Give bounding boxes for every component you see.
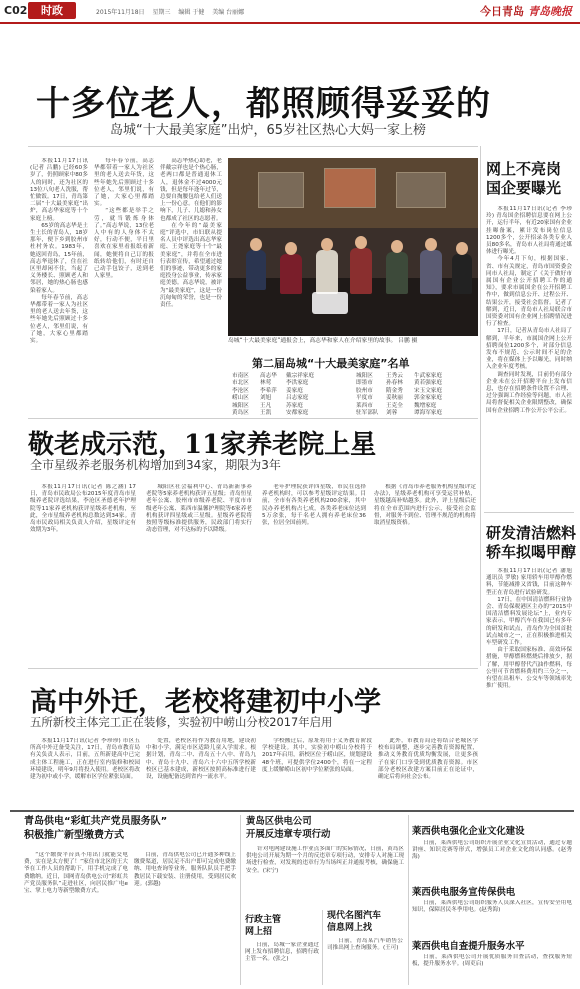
list-cell: 刘旭 (260, 395, 272, 402)
list-cell: 苏家庭 (286, 402, 303, 409)
list-cell: 姜家庭 (286, 387, 303, 394)
b4-body (245, 942, 319, 984)
story1-col1 (30, 158, 88, 416)
divider (28, 146, 478, 147)
story1-col2 (94, 158, 154, 416)
paragraph: 此外，市教育局还将结合老城区学校布局调整，逐步完善教育资源配置，推动义务教育优质均衡发展，让更多孩子在家门口享受到优质教育资源。市区部分老校区改建方案目前正在论证中，确定后将向社会公布。 (378, 738, 478, 781)
list-cell: 郭金家家庭 (414, 395, 442, 402)
paragraph: 城阳区社会福利中心、青岛新新事养老院等5家养老机构获评五星级；青岛恒星老年公寓、胶州市市级养老院、平度市市级老年公寓、莱西市温馨护理院等6家养老机构获评四星级或三星级。星级养老院将按照等级标准提供服务，民政部门将实行动态管理，对不达标的予以降级。 (146, 484, 252, 534)
list-cell: 孙春林 (386, 380, 403, 387)
issue-date: 2015年11月18日 (96, 9, 145, 16)
issue-weekday: 星期三 (152, 9, 171, 16)
photo-badge (312, 292, 348, 314)
paragraph: 每年春节前，高志华都带着一家人为社区里的老人送去年货，这些年她先后照顾过十多位老人，邻里们说，有了她，大家心里都踏实。 (94, 158, 154, 208)
rc2-body (486, 568, 572, 804)
list-cell: 黄若强家庭 (414, 380, 442, 387)
list-cell: 平度市 (356, 395, 373, 402)
story3-col3 (262, 738, 372, 808)
issue-meta (96, 7, 250, 16)
paragraph: 日前，岛城一家企业通过网上发布招聘信息，招聘行政主管一名。(张之) (245, 942, 319, 963)
list-cell: 王克全 (386, 402, 403, 409)
list-cell: 王凡 (260, 402, 272, 409)
paragraph: “这个缴费平台真不用出门就能交电费，实在是太方便了！”家住市北区的王大爷在工作人员的帮助下，用手机完成了电费缴纳。近日，国网青岛供电公司“彩虹共产党员服务队”走进社区，向居民推广电e宝、掌上电力等新型缴费方式。 (24, 852, 128, 895)
paragraph: 日前，青岛某汽车销售公司推出网上查询服务。(王可) (327, 938, 403, 952)
divider (484, 512, 574, 513)
b4-headline: 行政主管 网上招 (245, 915, 282, 937)
list-cell: 城阳区 (356, 373, 373, 379)
paragraph: 本报11月17日讯(记者 李珍珍) 市区五所高中外迁备受关注，17日，青岛市教育局有关负责人表示，目前，五所新建高中已完成主体工程施工，正在进行室内装修和校园环境建设，明年9月将投入使用。老校区将改建为初中或小学，缓解市区学位紧张局面。 (30, 738, 140, 781)
story3-col4 (378, 738, 478, 808)
column-rule (240, 815, 241, 985)
paragraph: 学校搬迁后，原址将用于义务教育阶段学校建设。其中，实验初中崂山分校将于2017年启用，新校区位于崂山区，规划建设48个班，可提供学位2400个，将在一定程度上缓解崂山区初中学位紧张的局面。 (262, 738, 372, 773)
story1-subhead: 岛城“十大最美家庭”出炉，65岁社区热心大妈一家上榜 (110, 123, 427, 138)
divider (28, 418, 478, 419)
column-rule (480, 146, 481, 666)
list-cell: 市南区 (232, 373, 249, 379)
paragraph: 本报11月17日讯(记者 陈之涵) 17日，青岛市民政局公布2015年度青岛市星级养老院评选结果，李沧区圣德老年护理院等11家养老机构获评星级养老机构，至此，全市星级养老机构总数达到34家。青岛市民政局相关负责人介绍，星级评定有效期为3年。 (30, 484, 136, 534)
column-rule (322, 910, 323, 985)
b5-body (327, 938, 403, 984)
b7-headline: 莱西供电自查提升服务水平 (412, 941, 525, 952)
list-cell: 牛武家家庭 (414, 373, 442, 379)
list-cell: 莱西市 (356, 402, 373, 409)
paragraph: 每年春节前，高志华都带着一家人为社区里的老人送去年货，这些年她先后照顾过十多位老人，邻里们说，有了她，大家心里都踏实。 (30, 294, 88, 345)
paragraph: 在今年的“最美家庭”评选中，市妇联从提名人员中评选出高志华家庭、王尧家庭等十个“最美家庭”，并将在全市进行表彰宣传，希望通过她们的事迹，带动更多的家庭投身公益事业，传承家庭美德。高志华说，被评为“最美家庭”，这是一份沉甸甸的荣誉，也是一份责任。 (160, 222, 222, 309)
paragraph: 根据《青岛市养老服务机构星级评定办法》，星级养老机构可享受运营补贴，星级越高补贴越多。此外，评上星级后还将在全市范围内进行公示，接受社会监督，对服务不到位、管理不规范的机构将取消星级资格。 (374, 484, 476, 527)
b2-body (246, 846, 404, 906)
b3-body (412, 840, 572, 878)
list-cell: 安都家庭 (286, 410, 309, 417)
story3-headline: 高中外迁，老校将建初中小学 (30, 687, 381, 718)
story1-photo (228, 158, 478, 336)
editor: 编辑 于健 (178, 9, 205, 16)
list-cell: 崂山区 (232, 395, 249, 402)
story3-col2 (146, 738, 256, 808)
rc1-body (486, 206, 572, 506)
list-cell: 驻军部队 (356, 410, 379, 417)
photo-caption: 岛城“十大最美家庭”通报会上，高志华和家人在介绍家里的故事。 吕鹏 摄 (228, 338, 418, 344)
paragraph: 本报11月17日讯(记者 潘旭 通讯员 罗敏) 家用轿车用甲醇作燃料，节能减排又省钱，目前这种车型正在青岛进行试验研发。 (486, 568, 572, 596)
b7-body (412, 954, 572, 984)
list-cell: 城阳区 (232, 402, 249, 409)
list-cell: 刘蓉 (386, 410, 398, 417)
list-cell: 李沧区 (232, 387, 249, 394)
story2-col2 (146, 484, 252, 656)
paragraph: 高志华热心助老，老伴戴宗祥也是个热心肠，老两口都是普通退休工人，退休金不过4000元钱，但是每年逢年过节，总要自掏腰包给老人们送上一份心意。在他们的影响下，儿子、儿媳和孙女也都成了社区的志愿者。 (160, 158, 222, 222)
list-cell: 王秀云 (386, 373, 403, 379)
brand-logo: 青岛晚报 (528, 5, 572, 18)
list-cell: 胶州市 (356, 387, 373, 394)
list-cell: 李洪家庭 (286, 380, 309, 387)
paragraph: 本报11月17日讯(记者 李珍玲) 青岛国企招聘信息要在网上公开，运行半年，有近20家国有企业挂曝备案，累计发布岗位信息1200多个，公开招录各类专业人员80多名，青岛市人社局将通过媒体进行曝光。 (486, 206, 572, 256)
b1-headline: 青岛供电“彩虹共产党员服务队” 积极推广新型缴费方式 (24, 816, 168, 841)
b6-body (412, 900, 572, 932)
list-cell: 姜秋丽 (386, 395, 403, 402)
story2-col4 (374, 484, 476, 656)
paragraph: 17日，记者从青岛市人社局了解到，半年来，市属国企网上公开招聘岗位1200多个，对部分信息发布不规范、公示时间不足的企业，将在媒体上予以曝光，同时纳入企业年度考核。 (486, 328, 572, 371)
paragraph: 老年护理院获评四星级，市民在选择养老机构时，可以参考星级评定结果。目前，全市有各类养老机构200余家，其中民办养老机构占七成，各类养老床位达到5万余张，每千名老人拥有养老床位36张，位居全国前列。 (262, 484, 366, 527)
brand-small: 今日青岛 (480, 5, 524, 18)
b3-headline: 莱西供电强化企业文化建设 (412, 826, 525, 837)
b6-headline: 莱西供电服务宣传保供电 (412, 887, 516, 898)
b5-headline: 现代名图汽车 信息网上找 (327, 911, 382, 933)
paragraph: “这些都是举手之劳，就当锻炼身体了。”高志华说，13位老人中有的人身体不太好，行动不便，平日里喜欢在家里看报纸看新闻，她便将自己订的报纸转给他们，有时还自己动手包饺子，送到老人家里。 (94, 208, 154, 280)
paragraph: 处置，老校区将作为教育用地，建设初中和小学，满足市区适龄儿童入学需求。根据计划，青岛二中、青岛五十八中、青岛九中、青岛十九中、青岛六十六中五所学校新校区已基本建成，新校区按照高标准进行建设，设施配备达到省内一流水平。 (146, 738, 256, 781)
section-tag: 时政 (28, 2, 76, 19)
list-cell: 即墨市 (356, 380, 373, 387)
list-cell: 高志华 (260, 373, 277, 379)
story2-col3 (262, 484, 366, 656)
page-number: C02 (4, 4, 28, 17)
paragraph: 今年4月下旬，根据国家、省、市有关规定，青岛市国资委会同市人社局，制定了《关于做好市属国有企业公开招聘工作的通知》，要求市属国企在公开招聘工作中，做到信息公开、过程公开、结果公开，接受社会监督。记者了解到，近日，青岛市人社局联合市国资委对国有企业网上招聘情况进行了检查。 (486, 256, 572, 328)
divider (10, 810, 574, 812)
list-cell: 市北区 (232, 380, 249, 387)
list-cell: 黄岛区 (232, 410, 249, 417)
paragraph: 日前，莱西供电公司开展优质服务自查活动，查找服务短板，提升服务水平。(周吏启) (412, 954, 572, 968)
story2-col1 (30, 484, 136, 656)
list-cell: 李希萍 (260, 387, 277, 394)
story1-headline: 十多位老人，都照顾得妥妥的 (36, 84, 491, 124)
b1-col2 (134, 852, 236, 984)
paragraph: 针对电网建设施工作业点多面广的实际情况，日前，黄岛区供电公司开展为期一个月的反违章专项行动，安排专人对施工现场进行检查，对发现的违章行为当场纠正并通报考核，确保施工安全。(宋宁) (246, 846, 404, 874)
story3-subhead: 五所新校主体完工正在装修，实验初中崂山分校2017年启用 (30, 715, 333, 729)
list-cell: 王凯 (260, 410, 272, 417)
story1-col3 (160, 158, 222, 416)
list-cell: 隋金秀 (386, 387, 403, 394)
winners-list-title: 第二届岛城“十大最美家庭”名单 (252, 357, 410, 370)
paragraph: 目前，青岛供电公司已开通多种线上缴费渠道，居民足不出户即可完成电费缴纳、用电查询等业务，服务队队员手把手教居民下载安装、注册使用，受到居民欢迎。(郭越) (134, 852, 236, 887)
story2-subhead: 全市星级养老服务机构增加到34家，期限为3年 (30, 458, 281, 472)
b2-headline: 黄岛区供电公司 开展反违章专项行动 (246, 816, 331, 840)
divider (28, 668, 478, 669)
rc2-headline: 研发清洁燃料 轿车拟喝甲醇 (486, 524, 577, 561)
paragraph: 日前，莱西供电公司组织开展企业文化宣贯活动，通过专题讲座、知识竞赛等形式，增强员工对企业文化的认同感。(赵秀海) (412, 840, 572, 861)
paragraph: 日前，莱西供电公司组织服务人员深入社区，宣传安全用电知识，保障居民冬季用电。(赵秀海) (412, 900, 572, 914)
paragraph: 由于采取国家标准、高效环保措施，甲醇燃料燃烧后排放少，据了解，用甲醇替代汽油作燃料，每公里可节省燃料费用约三分之一，有望在出租车、公交车等领域率先推广使用。 (486, 647, 572, 690)
column-rule (408, 815, 409, 985)
rc1-headline: 网上不亮岗 国企要曝光 (486, 160, 562, 197)
list-cell: 林莺 (260, 380, 272, 387)
paragraph: 65岁的高志华是土生土长的青岛人，18岁那年，便下乡到胶州市杜村务农。1983年，她返回青岛，15年前，高志华退休了，住在社区里却闲不住，当起了义务楼长、照顾老人和邻居，她的热心肠也感染着家人。 (30, 222, 88, 294)
list-cell: 魏增家庭 (414, 402, 437, 409)
art-editor: 美编 台丽娜 (212, 9, 245, 16)
story2-headline: 敬老成示范，11家养老院上星 (28, 430, 377, 460)
list-cell: 谭海军家庭 (414, 410, 442, 417)
paragraph: 本报11月17日讯(记者 吕鹏) 已经60多岁了，仍照顾家中80多人的同时，还为社区的13位八旬老人洗服，帮忙做饭。17日，青岛第二届“十大最美家庭”出炉，高志华家庭等十个家庭上榜。 (30, 158, 88, 222)
paragraph: 17日，在中国清洁燃料行业协会、青岛保税港区主办的“2015中国清洁燃料发展论坛”上，业内专家表示，甲醇汽车在我国已有多年的研发和试点，青岛作为全国首批试点城市之一，正在积极推进相关车型研发工作。 (486, 596, 572, 647)
paragraph: 调查同时发现，目前仍有部分企业未在公开招聘平台上发布信息，也存在招聘条件设置不合理、过分强调工作经验等问题，市人社局将督促相关企业限期整改，确保国有企业招聘工作公开公平公正。 (486, 371, 572, 414)
b1-col1 (24, 852, 128, 984)
list-cell: 戴宗祥家庭 (286, 373, 314, 379)
story3-col1 (30, 738, 140, 808)
list-cell: 吕志家庭 (286, 395, 309, 402)
brand (480, 3, 572, 19)
list-cell: 宋玉文家庭 (414, 387, 442, 394)
